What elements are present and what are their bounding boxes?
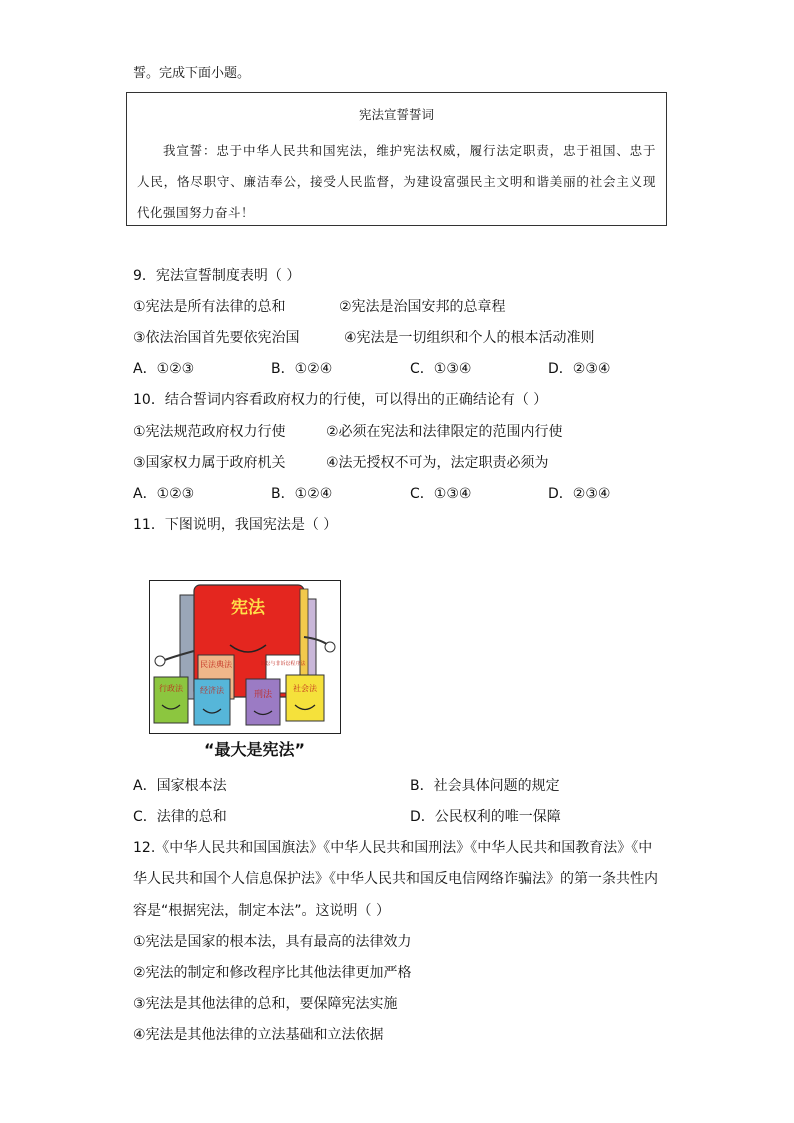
q10-statement-1: ①宪法规范政府权力行使 bbox=[133, 424, 286, 440]
right-hand bbox=[325, 642, 335, 652]
q10-choice-d[interactable]: D．②③④ bbox=[548, 486, 611, 502]
book-xingzheng bbox=[154, 677, 188, 723]
oath-title: 宪法宣誓誓词 bbox=[358, 107, 434, 122]
q10-stem: 10．结合誓词内容看政府权力的行使，可以得出的正确结论有（ ） bbox=[133, 392, 548, 408]
q12-stem-line-2: 华人民共和国个人信息保护法》《中华人民共和国反电信网络诈骗法》的第一条共性内 bbox=[133, 871, 658, 887]
q10-statement-3: ③国家权力属于政府机关 bbox=[133, 455, 286, 471]
constitution-illustration bbox=[149, 580, 341, 734]
label-xingzheng: 行政法 bbox=[159, 684, 183, 693]
q11-choice-a[interactable]: A．国家根本法 bbox=[133, 778, 227, 794]
q9-statement-2: ②宪法是治国安邦的总章程 bbox=[339, 299, 506, 315]
label-shehui: 社会法 bbox=[293, 684, 317, 693]
q10-choice-a[interactable]: A．①②③ bbox=[133, 486, 195, 502]
q9-statement-4: ④宪法是一切组织和个人的根本活动准则 bbox=[344, 330, 595, 346]
q12-statement-1: ①宪法是国家的根本法，具有最高的法律效力 bbox=[133, 934, 412, 950]
q9-statement-3: ③依法治国首先要依宪治国 bbox=[133, 330, 300, 346]
q12-stem-line-3: 容是“根据宪法，制定本法”。这说明（ ） bbox=[133, 903, 390, 919]
q9-choice-a[interactable]: A．①②③ bbox=[133, 361, 195, 377]
q10-choice-c[interactable]: C．①③④ bbox=[410, 486, 472, 502]
figure-caption: “最大是宪法” bbox=[204, 740, 306, 759]
left-hand bbox=[155, 656, 165, 666]
q9-stem: 9．宪法宣誓制度表明（ ） bbox=[133, 268, 301, 284]
q11-choice-b[interactable]: B．社会具体问题的规定 bbox=[410, 778, 560, 794]
book-xingfa bbox=[246, 679, 280, 725]
q11-choice-c[interactable]: C．法律的总和 bbox=[133, 809, 227, 825]
q9-statement-1: ①宪法是所有法律的总和 bbox=[133, 299, 286, 315]
big-book-title: 宪法 bbox=[231, 598, 265, 618]
constitution-cartoon bbox=[150, 581, 341, 734]
q10-statement-4: ④法无授权不可为，法定职责必须为 bbox=[326, 455, 549, 471]
book-shehui bbox=[286, 675, 324, 721]
intro-text: 誓。完成下面小题。 bbox=[133, 66, 251, 81]
q11-choice-d[interactable]: D．公民权利的唯一保障 bbox=[410, 809, 561, 825]
label-minfa: 民法典法 bbox=[200, 660, 232, 669]
q12-statement-3: ③宪法是其他法律的总和，要保障宪法实施 bbox=[133, 996, 398, 1012]
q12-statement-2: ②宪法的制定和修改程序比其他法律更加严格 bbox=[133, 965, 412, 981]
label-susong: 诉讼与非诉讼程序法 bbox=[260, 661, 306, 667]
oath-body: 我宣誓：忠于中华人民共和国宪法，维护宪法权威，履行法定职责，忠于祖国、忠于人民，恪尽职守、廉洁奉公，接受人民监督，为建设富强民主文明和谐美丽的社会主义现代化强国努力奋斗！ bbox=[137, 143, 656, 220]
q12-statement-4: ④宪法是其他法律的立法基础和立法依据 bbox=[133, 1027, 384, 1043]
q10-statement-2: ②必须在宪法和法律限定的范围内行使 bbox=[326, 424, 563, 440]
label-jingji: 经济法 bbox=[200, 686, 224, 695]
book-jingji bbox=[194, 679, 230, 725]
oath-box bbox=[126, 92, 667, 226]
q9-choice-d[interactable]: D．②③④ bbox=[548, 361, 611, 377]
q10-choice-b[interactable]: B．①②④ bbox=[271, 486, 333, 502]
q9-choice-b[interactable]: B．①②④ bbox=[271, 361, 333, 377]
q11-stem: 11．下图说明，我国宪法是（ ） bbox=[133, 517, 338, 533]
q9-choice-c[interactable]: C．①③④ bbox=[410, 361, 472, 377]
label-xingfa: 刑法 bbox=[253, 690, 273, 700]
q12-stem-line-1: 12.《中华人民共和国国旗法》《中华人民共和国刑法》《中华人民共和国教育法》《中 bbox=[133, 840, 653, 856]
